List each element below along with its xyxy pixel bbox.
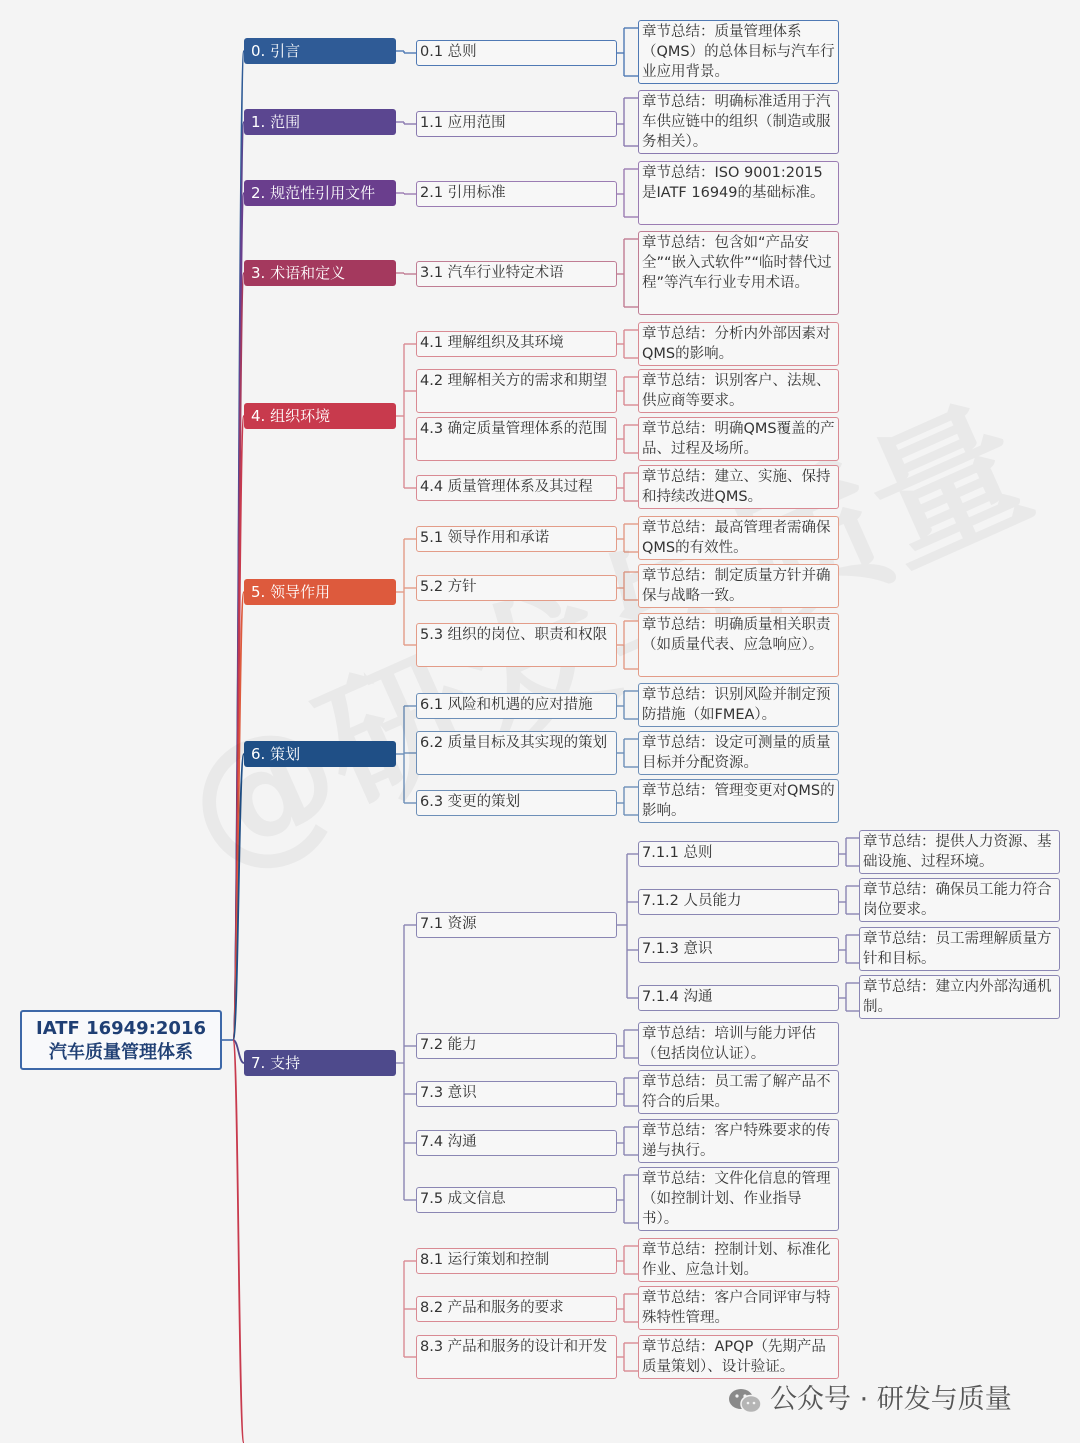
- summary-node: 章节总结：管理变更对QMS的影响。: [638, 779, 839, 823]
- chapter-node-0[interactable]: 0. 引言: [244, 38, 396, 64]
- section-node[interactable]: 7.3 意识: [416, 1081, 617, 1107]
- summary-node: 章节总结：明确QMS覆盖的产品、过程及场所。: [638, 417, 839, 461]
- chapter-node-3[interactable]: 3. 术语和定义: [244, 260, 396, 286]
- summary-node: 章节总结：APQP（先期产品质量策划）、设计验证。: [638, 1335, 839, 1379]
- summary-node: 章节总结：识别客户、法规、供应商等要求。: [638, 369, 839, 413]
- connector-curve: [233, 193, 244, 1040]
- summary-node: 章节总结：设定可测量的质量目标并分配资源。: [638, 731, 839, 775]
- section-node[interactable]: 3.1 汽车行业特定术语: [416, 261, 617, 287]
- chapter-node-7[interactable]: 7. 支持: [244, 1050, 396, 1076]
- summary-node: 章节总结：最高管理者需确保QMS的有效性。: [638, 516, 839, 560]
- footer: [728, 1380, 1012, 1420]
- section-node[interactable]: 1.1 应用范围: [416, 111, 617, 137]
- summary-node: 章节总结：提供人力资源、基础设施、过程环境。: [859, 830, 1060, 874]
- subsection-node[interactable]: 7.1.2 人员能力: [638, 889, 839, 915]
- section-node[interactable]: 6.1 风险和机遇的应对措施: [416, 693, 617, 719]
- section-node[interactable]: 5.1 领导作用和承诺: [416, 526, 617, 552]
- subsection-node[interactable]: 7.1.4 沟通: [638, 985, 839, 1011]
- summary-node: 章节总结：员工需了解产品不符合的后果。: [638, 1070, 839, 1114]
- section-node[interactable]: 6.3 变更的策划: [416, 790, 617, 816]
- summary-node: 章节总结：分析内外部因素对QMS的影响。: [638, 322, 839, 366]
- footer-text: 公众号 · 研发与质量: [770, 1384, 1012, 1415]
- summary-node: 章节总结：质量管理体系（QMS）的总体目标与汽车行业应用背景。: [638, 20, 839, 84]
- chapter-node-4[interactable]: 4. 组织环境: [244, 403, 396, 429]
- root-node[interactable]: [20, 1010, 222, 1070]
- summary-node: 章节总结：培训与能力评估（包括岗位认证）。: [638, 1022, 839, 1066]
- connector-curve: [233, 592, 244, 1040]
- section-node[interactable]: 2.1 引用标准: [416, 181, 617, 207]
- section-node[interactable]: 8.1 运行策划和控制: [416, 1248, 617, 1274]
- connector-curve: [233, 51, 244, 1040]
- section-node[interactable]: 8.2 产品和服务的要求: [416, 1296, 617, 1322]
- summary-node: 章节总结：客户合同评审与特殊特性管理。: [638, 1286, 839, 1330]
- section-node[interactable]: 7.2 能力: [416, 1033, 617, 1059]
- summary-node: 章节总结：明确质量相关职责（如质量代表、应急响应）。: [638, 613, 839, 677]
- connector-curve: [233, 122, 244, 1040]
- summary-node: 章节总结：客户特殊要求的传递与执行。: [638, 1119, 839, 1163]
- summary-node: 章节总结：建立内外部沟通机制。: [859, 975, 1060, 1019]
- section-node[interactable]: 4.2 理解相关方的需求和期望: [416, 369, 617, 413]
- summary-node: 章节总结：建立、实施、保持和持续改进QMS。: [638, 465, 839, 509]
- connector-curve: [233, 1040, 244, 1063]
- section-node[interactable]: 4.3 确定质量管理体系的范围: [416, 417, 617, 461]
- section-node[interactable]: 7.1 资源: [416, 912, 617, 938]
- connector-curve: [233, 754, 244, 1040]
- section-node[interactable]: 7.4 沟通: [416, 1130, 617, 1156]
- root-title-line1: IATF 16949:2016: [36, 1018, 206, 1039]
- root-title-line2: 汽车质量管理体系: [49, 1042, 193, 1063]
- summary-node: 章节总结：确保员工能力符合岗位要求。: [859, 878, 1060, 922]
- connector-curve: [233, 416, 244, 1040]
- subsection-node[interactable]: 7.1.3 意识: [638, 937, 839, 963]
- section-node[interactable]: 5.3 组织的岗位、职责和权限: [416, 623, 617, 667]
- section-node[interactable]: 0.1 总则: [416, 40, 617, 66]
- chapter-node-5[interactable]: 5. 领导作用: [244, 579, 396, 605]
- summary-node: 章节总结：文件化信息的管理（如控制计划、作业指导书）。: [638, 1167, 839, 1231]
- section-node[interactable]: 7.5 成文信息: [416, 1187, 617, 1213]
- subsection-node[interactable]: 7.1.1 总则: [638, 841, 839, 867]
- section-node[interactable]: 6.2 质量目标及其实现的策划: [416, 731, 617, 775]
- summary-node: 章节总结：包含如“产品安全”“嵌入式软件”“临时替代过程”等汽车行业专用术语。: [638, 231, 839, 315]
- section-node[interactable]: 5.2 方针: [416, 575, 617, 601]
- connector-curve: [233, 273, 244, 1040]
- chapter-node-6[interactable]: 6. 策划: [244, 741, 396, 767]
- summary-node: 章节总结：控制计划、标准化作业、应急计划。: [638, 1238, 839, 1282]
- summary-node: 章节总结：明确标准适用于汽车供应链中的组织（制造或服务相关）。: [638, 90, 839, 154]
- summary-node: 章节总结：ISO 9001:2015是IATF 16949的基础标准。: [638, 161, 839, 225]
- section-node[interactable]: 4.1 理解组织及其环境: [416, 331, 617, 357]
- summary-node: 章节总结：识别风险并制定预防措施（如FMEA）。: [638, 683, 839, 727]
- chapter-node-1[interactable]: 1. 范围: [244, 109, 396, 135]
- section-node[interactable]: 4.4 质量管理体系及其过程: [416, 475, 617, 501]
- summary-node: 章节总结：员工需理解质量方针和目标。: [859, 927, 1060, 971]
- section-node[interactable]: 8.3 产品和服务的设计和开发: [416, 1335, 617, 1379]
- wechat-icon: [728, 1387, 762, 1415]
- summary-node: 章节总结：制定质量方针并确保与战略一致。: [638, 564, 839, 608]
- chapter-node-2[interactable]: 2. 规范性引用文件: [244, 180, 396, 206]
- connector-curve: [233, 1040, 244, 1443]
